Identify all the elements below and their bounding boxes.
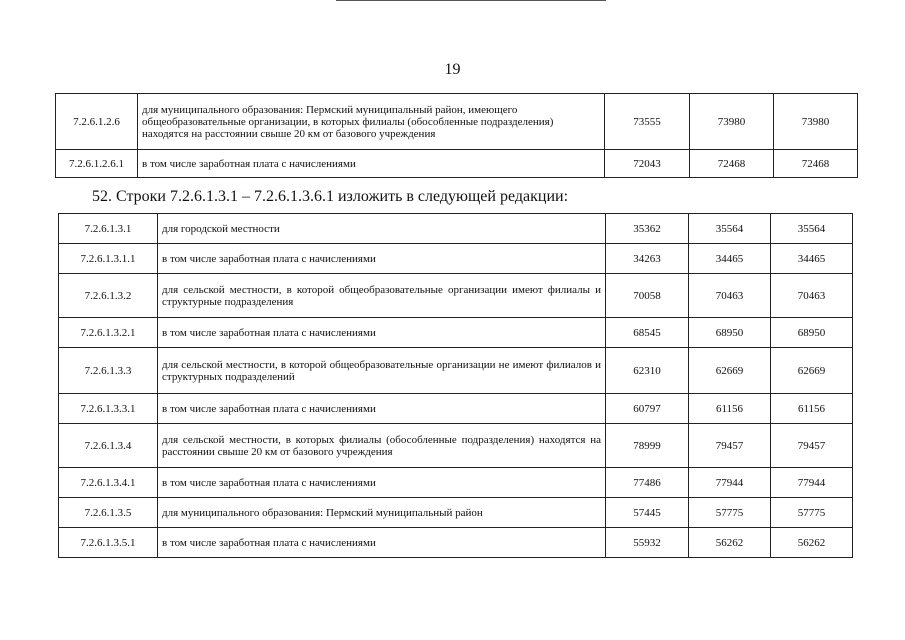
row-code: 7.2.6.1.3.4.1: [59, 468, 158, 498]
row-description: для сельской местности, в которой общеобразовательные организации не имеют филиалов и структурных подразделений: [158, 348, 606, 394]
table-row: [56, 94, 858, 150]
table-row: [59, 318, 853, 348]
top-rule: [336, 0, 606, 1]
row-value-1: 55932: [606, 528, 689, 558]
row-code: 7.2.6.1.3.5: [59, 498, 158, 528]
table-rows-7-2-6-1-3: [58, 213, 853, 558]
row-code: 7.2.6.1.3.2: [59, 274, 158, 318]
row-description: для муниципального образования: Пермский муниципальный район, имеющего общеобразовательные организации, в которых филиалы (обособленные подразделения) находятся на расстоянии свыше 20 км от базового учреждения: [138, 94, 605, 150]
row-description: для сельской местности, в которых филиалы (обособленные подразделения) находятся на расстоянии свыше 20 км от базового учреждения: [158, 424, 606, 468]
row-code: 7.2.6.1.2.6: [56, 94, 138, 150]
row-value-1: 77486: [606, 468, 689, 498]
row-value-2: 68950: [689, 318, 771, 348]
row-description: для муниципального образования: Пермский муниципальный район: [158, 498, 606, 528]
row-value-2: 62669: [689, 348, 771, 394]
row-code: 7.2.6.1.3.4: [59, 424, 158, 468]
row-description: в том числе заработная плата с начислениями: [158, 528, 606, 558]
row-value-2: 70463: [689, 274, 771, 318]
row-code: 7.2.6.1.3.3.1: [59, 394, 158, 424]
table-row: [59, 274, 853, 318]
row-value-1: 34263: [606, 244, 689, 274]
row-value-3: 70463: [771, 274, 853, 318]
row-description: для сельской местности, в которой общеобразовательные организации имеют филиалы и структурные подразделения: [158, 274, 606, 318]
row-code: 7.2.6.1.3.3: [59, 348, 158, 394]
row-value-1: 60797: [606, 394, 689, 424]
row-value-1: 72043: [605, 150, 690, 178]
row-value-3: 79457: [771, 424, 853, 468]
row-value-2: 61156: [689, 394, 771, 424]
table-row: [59, 394, 853, 424]
row-code: 7.2.6.1.3.1.1: [59, 244, 158, 274]
row-description: в том числе заработная плата с начислениями: [158, 318, 606, 348]
page-number: 19: [444, 61, 461, 78]
row-description: для городской местности: [158, 214, 606, 244]
row-value-2: 79457: [689, 424, 771, 468]
table-row: [59, 244, 853, 274]
table-row: [59, 424, 853, 468]
row-value-3: 72468: [774, 150, 858, 178]
row-value-3: 57775: [771, 498, 853, 528]
row-value-2: 57775: [689, 498, 771, 528]
row-value-1: 62310: [606, 348, 689, 394]
row-code: 7.2.6.1.3.2.1: [59, 318, 158, 348]
row-value-3: 34465: [771, 244, 853, 274]
row-value-2: 35564: [689, 214, 771, 244]
row-value-2: 34465: [689, 244, 771, 274]
table-rows-7-2-6-1-2: [55, 93, 858, 178]
row-value-3: 73980: [774, 94, 858, 150]
row-value-1: 78999: [606, 424, 689, 468]
row-description: в том числе заработная плата с начислениями: [158, 394, 606, 424]
row-code: 7.2.6.1.3.1: [59, 214, 158, 244]
row-value-2: 77944: [689, 468, 771, 498]
row-description: в том числе заработная плата с начислениями: [158, 468, 606, 498]
row-description: в том числе заработная плата с начислениями: [158, 244, 606, 274]
row-value-2: 73980: [690, 94, 774, 150]
row-value-1: 57445: [606, 498, 689, 528]
table-row: [59, 498, 853, 528]
table-row: [59, 468, 853, 498]
row-description: в том числе заработная плата с начислениями: [138, 150, 605, 178]
table-row: [56, 150, 858, 178]
row-code: 7.2.6.1.3.5.1: [59, 528, 158, 558]
row-value-1: 68545: [606, 318, 689, 348]
table-row: [59, 214, 853, 244]
section-heading: 52. Строки 7.2.6.1.3.1 – 7.2.6.1.3.6.1 изложить в следующей редакции:: [92, 188, 569, 205]
row-value-2: 72468: [690, 150, 774, 178]
table-row: [59, 528, 853, 558]
row-value-3: 62669: [771, 348, 853, 394]
row-code: 7.2.6.1.2.6.1: [56, 150, 138, 178]
row-value-1: 35362: [606, 214, 689, 244]
row-value-1: 73555: [605, 94, 690, 150]
row-value-3: 61156: [771, 394, 853, 424]
row-value-2: 56262: [689, 528, 771, 558]
table-row: [59, 348, 853, 394]
row-value-3: 56262: [771, 528, 853, 558]
row-value-3: 35564: [771, 214, 853, 244]
row-value-3: 77944: [771, 468, 853, 498]
row-value-3: 68950: [771, 318, 853, 348]
row-value-1: 70058: [606, 274, 689, 318]
